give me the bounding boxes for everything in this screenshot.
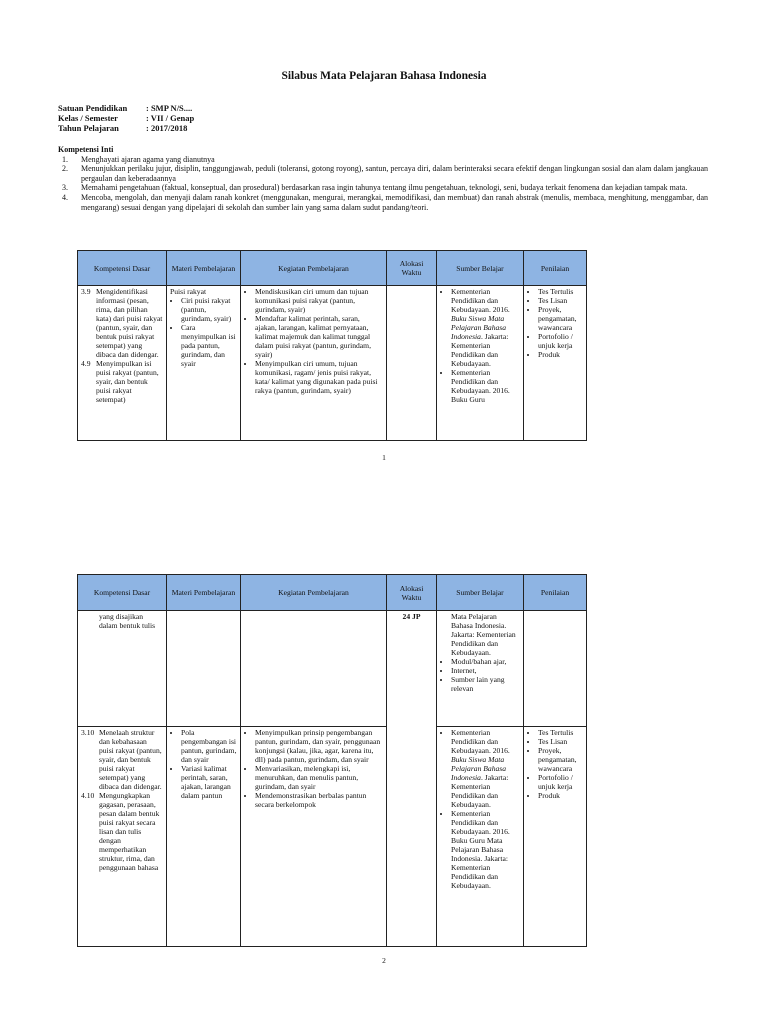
header-materi: Materi Pembelajaran [167, 251, 241, 286]
penilaian-cell [524, 727, 587, 947]
ki-item: 2. Menunjukkan perilaku jujur, disiplin, tanggungjawab, peduli (toleransi, gotong royong), santun, percaya diri, dalam berinteraksi secara efektif dengan lingkungan sosial dan alam dalam jangkauan pergaulan dan keberadaannya [62, 164, 708, 183]
list-item: • Tes Lisan [538, 737, 583, 746]
page-number: 1 [382, 453, 386, 462]
header-kegiatan: Kegiatan Pembelajaran [241, 575, 387, 611]
list-item: • Portofolio / unjuk kerja [538, 332, 583, 350]
list-item: • Proyek, pengamatan, wawancara [538, 305, 583, 332]
kegiatan-cell [241, 286, 387, 441]
school-info [58, 103, 194, 133]
header-penilaian: Penilaian [524, 251, 587, 286]
header-penilaian: Penilaian [524, 575, 587, 611]
ki-item: 3. Memahami pengetahuan (faktual, konseptual, dan prosedural) berdasarkan rasa ingin tahunya tentang ilmu pengetahuan, teknologi, seni, budaya terkait fenomena dan kejadian tampak mata. [62, 183, 688, 193]
info-row: Tahun Pelajaran : 2017/2018 [58, 123, 188, 133]
list-item: • Kementerian Pendidikan dan Kebudayaan. 2016. Buku Guru [451, 368, 520, 404]
materi-cell [167, 727, 241, 947]
sumber-cell [437, 727, 524, 947]
syllabus-table-page2 [77, 574, 587, 947]
list-item: • Portofolio / unjuk kerja [538, 773, 583, 791]
list-item: • Kementerian Pendidikan dan Kebudayaan. 2016. Buku Siswa Mata Pelajaran Bahasa Indonesia. Jakarta: Kementerian Pendidikan dan Kebudayaan. [451, 728, 520, 809]
kompetensi-inti [58, 145, 708, 212]
list-item: • Kementerian Pendidikan dan Kebudayaan. 2016. Buku Siswa Mata Pelajaran Bahasa Indonesia. Jakarta: Kementerian Pendidikan dan Kebudayaan. [451, 287, 520, 368]
list-item: • Modul/bahan ajar, [451, 657, 520, 666]
header-materi: Materi Pembelajaran [167, 575, 241, 611]
kegiatan-cell [241, 611, 387, 727]
table-row [78, 611, 587, 727]
list-item: • Proyek, pengamatan, wawancara [538, 746, 583, 773]
list-item: • Menyimpulkan ciri umum, tujuan komunikasi, ragam/ jenis puisi rakyat, kata/ kalimat yang digunakan pada puisi rakya (pantun, gurindam, syair) [255, 359, 383, 395]
list-item: • Variasi kalimat perintah, saran, ajakan, larangan dalam pantun [181, 764, 237, 800]
document-title: Silabus Mata Pelajaran Bahasa Indonesia [281, 70, 487, 82]
list-item: • Internet, [451, 666, 520, 675]
info-row: Kelas / Semester : VII / Genap [58, 113, 195, 123]
header-kegiatan: Kegiatan Pembelajaran [241, 251, 387, 286]
header-kompetensi-dasar: Kompetensi Dasar [78, 575, 167, 611]
list-item: • Ciri puisi rakyat (pantun, gurindam, syair) [181, 296, 237, 323]
ki-item: 4. Mencoba, mengolah, dan menyaji dalam ranah konkret (menggunakan, mengurai, merangkai, memodifikasi, dan membuat) dan ranah abstrak (menulis, membaca, menghitung, menggambar, dan mengarang) sesuai dengan yang dipelajari di sekolah dan sumber lain yang sama dalam sudut pandang/teori. [62, 192, 708, 212]
penilaian-cell [524, 611, 587, 727]
alokasi-cell: 24 JP [387, 611, 437, 947]
kd-cell: 3.10 Menelaah struktur dan kebahasaan puisi rakyat (pantun, syair, dan bentuk puisi rakyat setempat) yang dibaca dan didengar. 4.10 Mengungkapkan gagasan, perasaan, pesan dalam bentuk puisi rakyat secara lisan dan tulis dengan memperhatikan struktur, rima, dan penggunaan bahasa [78, 727, 167, 947]
ki-item: 1. Menghayati ajaran agama yang dianutnya [62, 154, 215, 164]
kegiatan-cell [241, 727, 387, 947]
penilaian-cell [524, 286, 587, 441]
sumber-cell: Mata Pelajaran Bahasa Indonesia. Jakarta: Kementerian Pendidikan dan Kebudayaan. • Modul/bahan ajar, • Internet, • Sumber lain yang relevan [437, 611, 524, 727]
list-item: • Tes Tertulis [538, 728, 583, 737]
list-item: • Tes Tertulis [538, 287, 583, 296]
header-alokasi: Alokasi Waktu [387, 575, 437, 611]
list-item: • Pola pengembangan isi pantun, gurindam, dan syair [181, 728, 237, 764]
alokasi-cell [387, 286, 437, 441]
list-item: • Mendiskusikan ciri umum dan tujuan komunikasi puisi rakyat (pantun, gurindam, syair) [255, 287, 383, 314]
header-sumber: Sumber Belajar [437, 251, 524, 286]
header-kompetensi-dasar: Kompetensi Dasar [78, 251, 167, 286]
kd-cell: 3.9 Mengidentifikasi informasi (pesan, rima, dan pilihan kata) dari puisi rakyat (pantun, syair, dan bentuk puisi rakyat setempat) yang dibaca dan didengar. 4.9 Menyimpulkan isi puisi rakyat (pantun, syair, dan bentuk puisi rakyat setempat) [78, 286, 167, 441]
list-item: • Cara menyimpulkan isi pada pantun, gurindam, dan syair [181, 323, 237, 368]
table-row [78, 286, 587, 441]
materi-cell [167, 611, 241, 727]
materi-cell: Puisi rakyat • Ciri puisi rakyat (pantun, gurindam, syair) • Cara menyimpulkan isi pada pantun, gurindam, dan syair [167, 286, 241, 441]
page-number: 2 [382, 956, 386, 965]
ki-heading: Kompetensi Inti [58, 145, 114, 154]
list-item: • Tes Lisan [538, 296, 583, 305]
list-item: • Menvariasikan, melengkapi isi, menuruhkan, dan menulis pantun, gurindam, dan syair [255, 764, 383, 791]
info-row: Satuan Pendidikan : SMP N/S.... [58, 103, 193, 113]
table-row [78, 727, 587, 947]
list-item: • Kementerian Pendidikan dan Kebudayaan. 2016. Buku Guru Mata Pelajaran Bahasa Indonesia. Jakarta: Kementerian Pendidikan dan Kebudayaan. [451, 809, 520, 890]
list-item: • Sumber lain yang relevan [451, 675, 520, 693]
header-alokasi: Alokasi Waktu [387, 251, 437, 286]
header-sumber: Sumber Belajar [437, 575, 524, 611]
list-item: • Mendemonstrasikan berbalas pantun secara berkelompok [255, 791, 383, 809]
sumber-cell [437, 286, 524, 441]
syllabus-table-page1 [77, 250, 587, 441]
list-item: • Produk [538, 791, 583, 800]
list-item: • Produk [538, 350, 583, 359]
kd-cell: yang disajikan dalam bentuk tulis [78, 611, 167, 727]
list-item: • Mendaftar kalimat perintah, saran, ajakan, larangan, kalimat pernyataan, kalimat majemuk dan kalimat tunggal dalam puisi rakyat (pantun, gurindam, syair) [255, 314, 383, 359]
list-item: • Menyimpulkan prinsip pengembangan pantun, gurindam, dan syair, penggunaan konjungsi (kalau, jika, agar, karena itu, dll) pada pantun, gurindam, dan syair [255, 728, 383, 764]
